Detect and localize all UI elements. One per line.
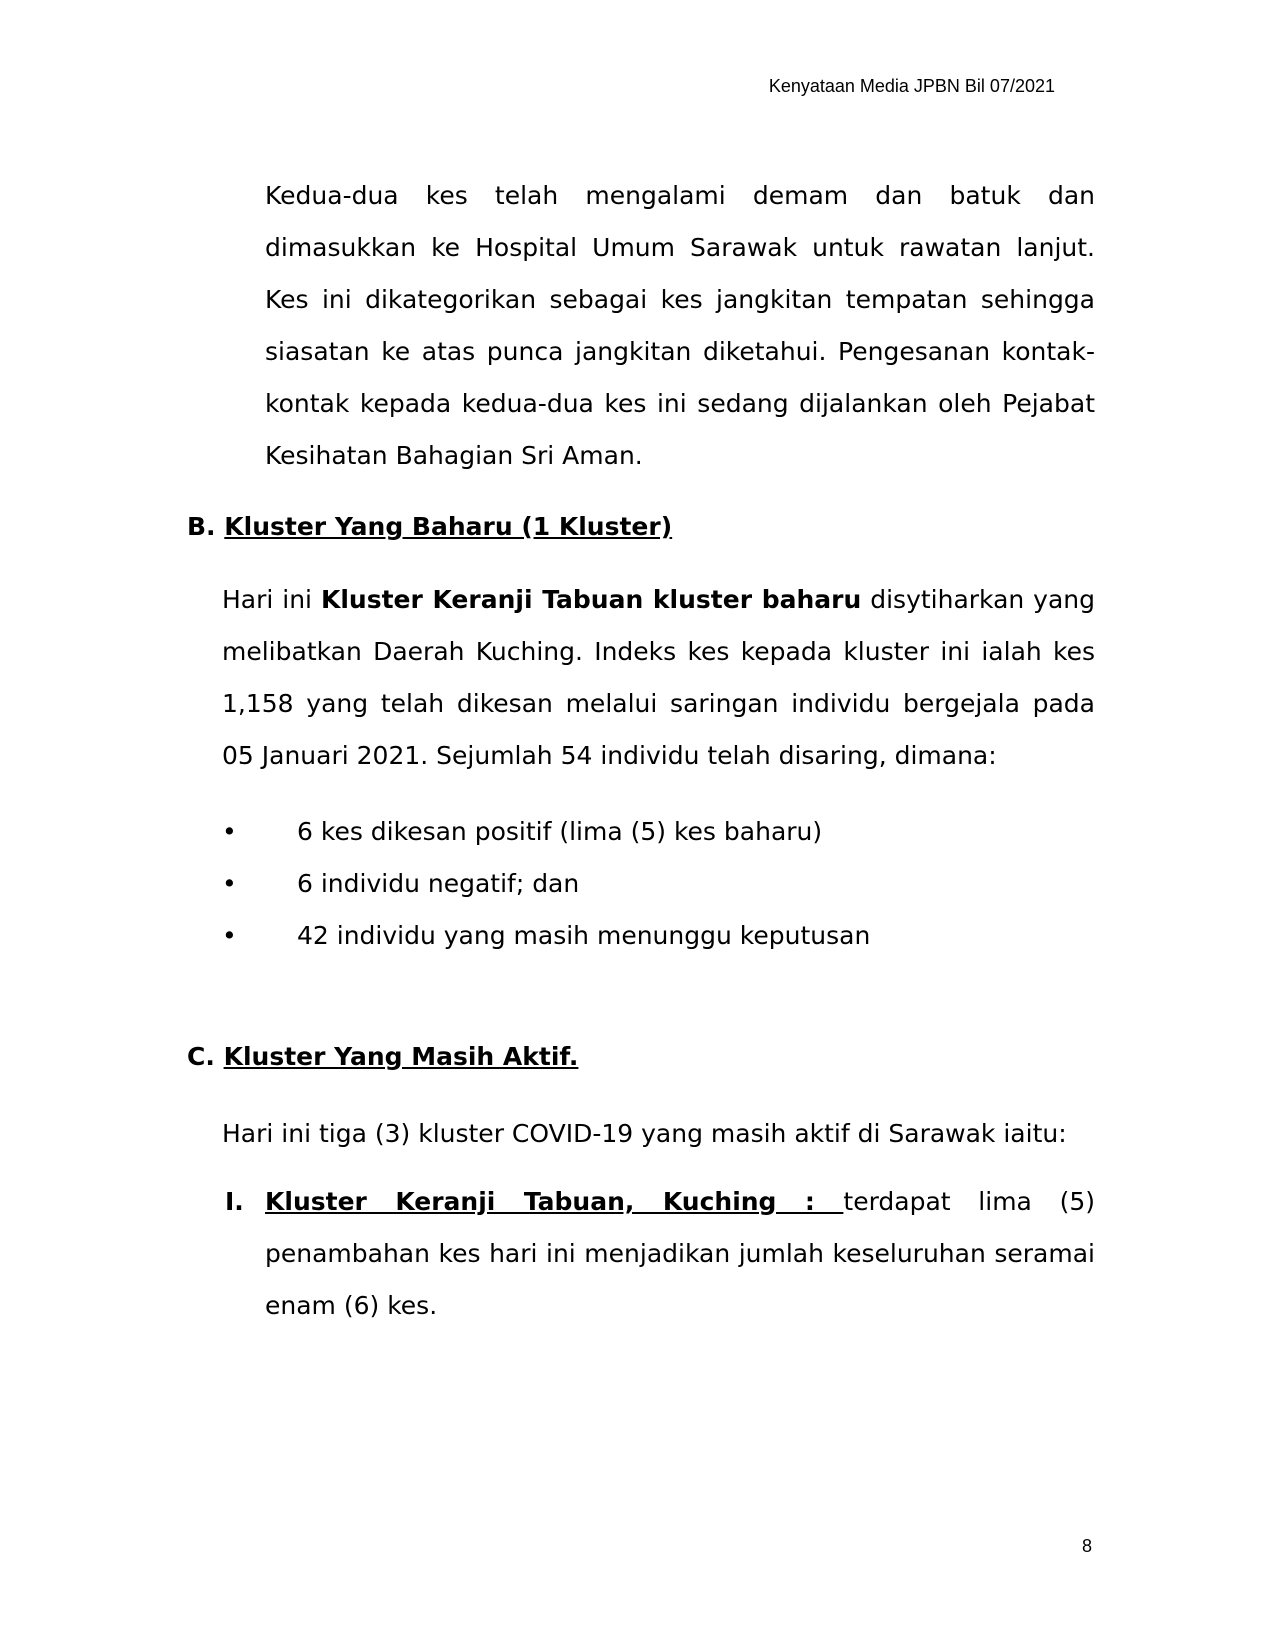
new-cluster-intro: Hari ini bbox=[222, 585, 313, 614]
bullet-icon: • bbox=[222, 817, 237, 846]
paragraph-new-cluster bbox=[222, 574, 1095, 782]
list-item-text: 6 individu negatif; dan bbox=[297, 869, 580, 898]
section-c-heading bbox=[187, 1042, 578, 1071]
new-cluster-name: Kluster Keranji Tabuan kluster baharu bbox=[320, 585, 862, 614]
list-item bbox=[222, 858, 1095, 910]
section-b-heading bbox=[187, 512, 672, 541]
list-item bbox=[222, 910, 1095, 962]
section-c-title: Kluster Yang Masih Aktif. bbox=[223, 1042, 579, 1071]
list-item-text: 6 kes dikesan positif (lima (5) kes baharu) bbox=[297, 817, 823, 846]
screening-results-list bbox=[222, 806, 1095, 962]
active-cluster-text bbox=[265, 1176, 1095, 1332]
paragraph-case-details: Kedua-dua kes telah mengalami demam dan batuk dan dimasukkan ke Hospital Umum Sarawak untuk rawatan lanjut. Kes ini dikategorikan sebagai kes jangkitan tempatan sehingga siasatan ke atas punca jangkitan diketahui. Pengesanan kontak-kontak kepada kedua-dua kes ini sedang dijalankan oleh Pejabat Kesihatan Bahagian Sri Aman. bbox=[265, 181, 1095, 470]
page-number: 8 bbox=[1082, 1536, 1093, 1556]
section-b-title: Kluster Yang Baharu (1 Kluster) bbox=[224, 512, 673, 541]
active-cluster-details: terdapat lima (5) penambahan kes hari ini menjadikan jumlah keseluruhan seramai enam (6) kes. bbox=[265, 1187, 1095, 1320]
list-item bbox=[222, 806, 1095, 858]
list-item-text: 42 individu yang masih menunggu keputusan bbox=[297, 921, 871, 950]
section-b-letter: B. bbox=[187, 512, 216, 541]
new-cluster-details: disytiharkan yang melibatkan Daerah Kuching. Indeks kes kepada kluster ini ialah kes 1,158 yang telah dikesan melalui saringan individu bergejala pada 05 Januari 2021. Sejumlah 54 individu telah disaring, dimana: bbox=[222, 585, 1096, 770]
active-cluster-name: Kluster Keranji Tabuan, Kuching : bbox=[265, 1187, 844, 1216]
bullet-icon: • bbox=[222, 921, 237, 950]
roman-numeral: I. bbox=[225, 1187, 244, 1216]
paragraph-active-clusters: Hari ini tiga (3) kluster COVID-19 yang masih aktif di Sarawak iaitu: bbox=[222, 1119, 1067, 1148]
bullet-icon: • bbox=[222, 869, 237, 898]
document-header: Kenyataan Media JPBN Bil 07/2021 bbox=[768, 76, 1055, 96]
section-c-letter: C. bbox=[187, 1042, 215, 1071]
